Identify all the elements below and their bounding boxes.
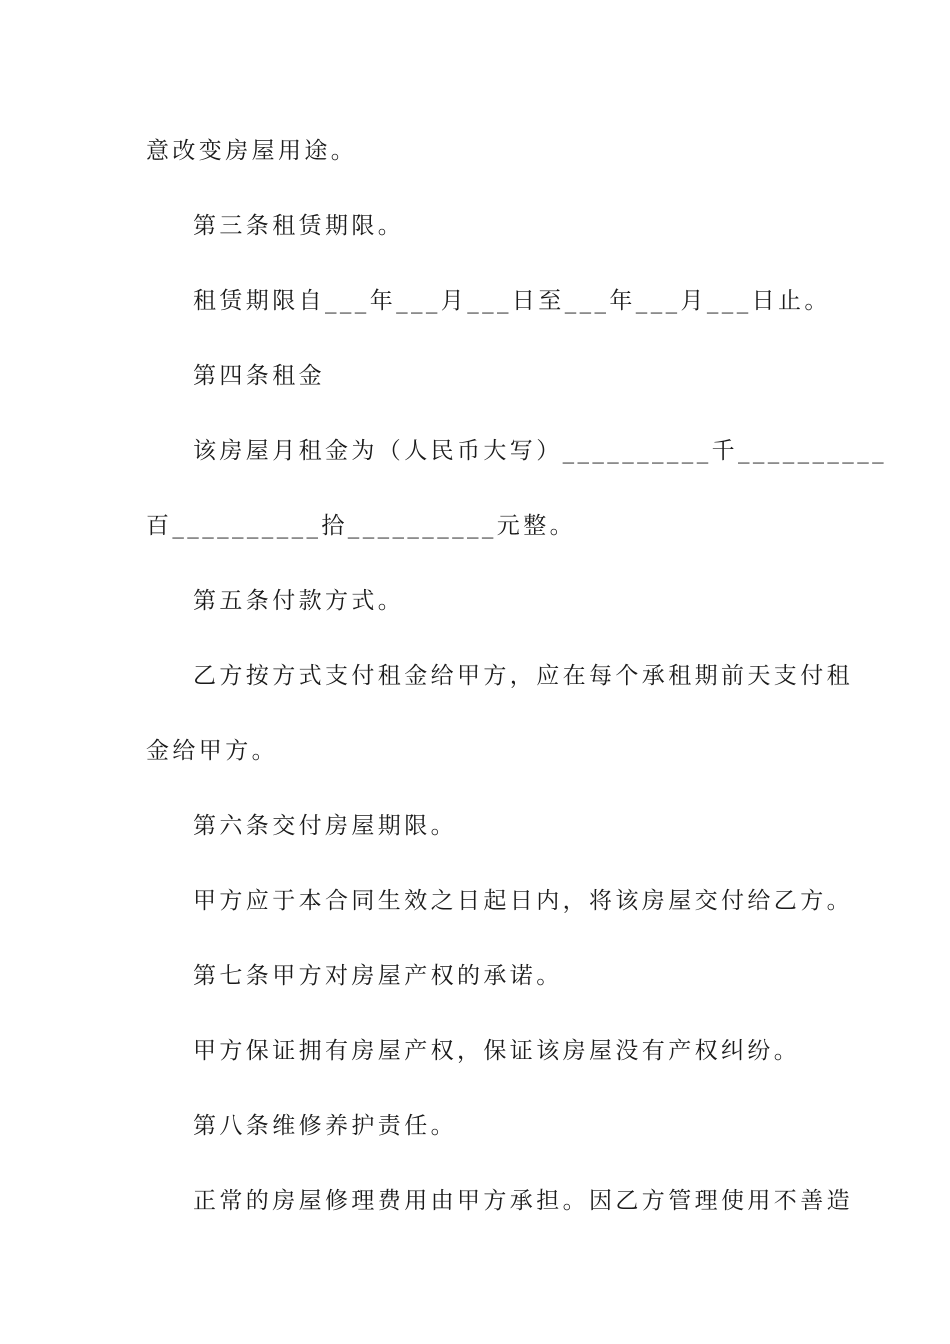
text-line-8: 乙方按方式支付租金给甲方，应在每个承租期前天支付租 xyxy=(193,663,853,689)
section-heading-8: 第八条维修养护责任。 xyxy=(193,1113,457,1139)
text-line-11: 甲方应于本合同生效之日起日内，将该房屋交付给乙方。 xyxy=(193,888,853,914)
section-heading-5: 第五条付款方式。 xyxy=(193,588,405,614)
section-heading-4: 第四条租金 xyxy=(193,363,325,389)
text-line-15: 正常的房屋修理费用由甲方承担。因乙方管理使用不善造 xyxy=(193,1188,853,1214)
section-heading-3: 第三条租赁期限。 xyxy=(193,213,405,239)
section-heading-6: 第六条交付房屋期限。 xyxy=(193,813,457,839)
text-line-1: 意改变房屋用途。 xyxy=(146,138,358,164)
text-line-13: 甲方保证拥有房屋产权，保证该房屋没有产权纠纷。 xyxy=(193,1038,801,1064)
text-line-6: 百__________拾__________元整。 xyxy=(146,513,576,539)
section-heading-7: 第七条甲方对房屋产权的承诺。 xyxy=(193,963,563,989)
text-line-9: 金给甲方。 xyxy=(146,738,278,764)
text-line-5: 该房屋月租金为（人民币大写）__________千__________ xyxy=(193,438,887,464)
text-line-3: 租赁期限自___年___月___日至___年___月___日止。 xyxy=(193,288,831,314)
